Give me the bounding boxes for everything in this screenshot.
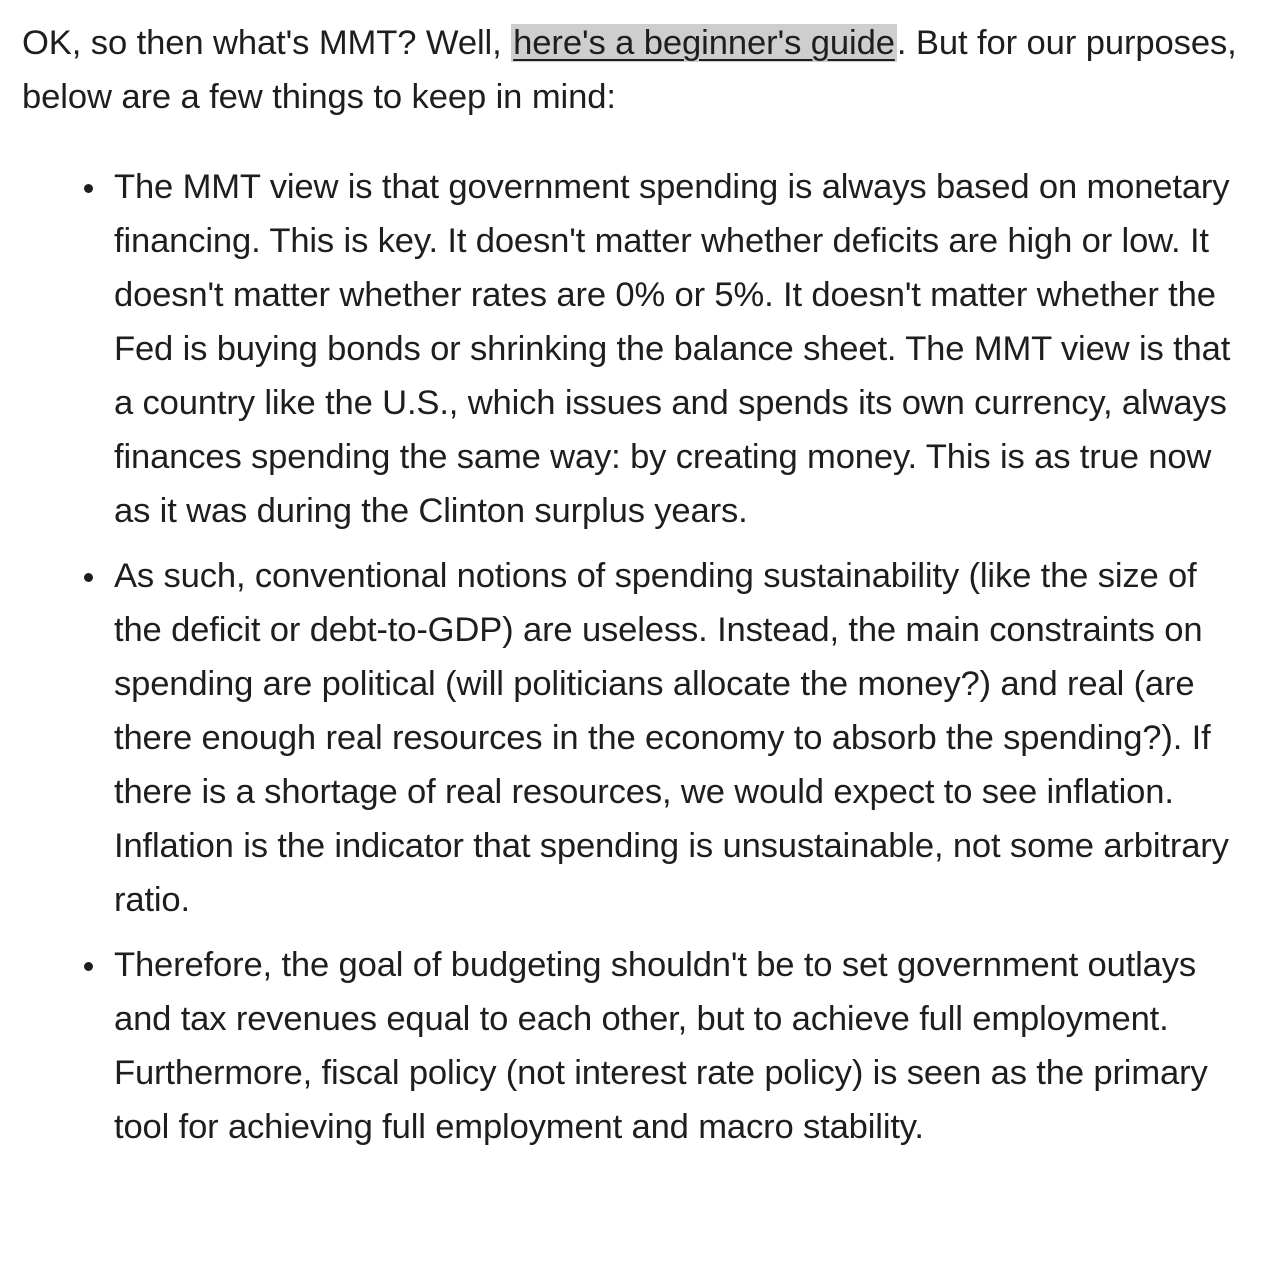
intro-text-end: . But for our purposes, below are a few things to keep in mind: <box>22 24 1237 116</box>
beginners-guide-link[interactable]: here's a beginner's guide <box>513 24 895 62</box>
bullet-text: The MMT view is that government spending is always based on monetary financing. This is key. It doesn't matter whether deficits are high or low. It doesn't matter whether rates are 0% or 5%. It doesn't matter whether the Fed is buying bonds or shrinking the balance sheet. The MMT view is that a country like the U.S., which issues and spends its own currency, always finances spending the same way: by creating money. This is as true now as it was during the Clinton surplus years. <box>114 168 1231 530</box>
bullet-icon <box>84 184 93 193</box>
list-item <box>22 549 1252 927</box>
bullet-text: Therefore, the goal of budgeting shouldn't be to set government outlays and tax revenues equal to each other, but to achieve full employment. Furthermore, fiscal policy (not interest rate policy) is seen as the primary tool for achieving full employment and macro stability. <box>114 946 1208 1146</box>
bullet-icon <box>84 573 93 582</box>
list-item <box>22 938 1252 1154</box>
bullet-list <box>22 160 1252 1154</box>
intro-paragraph <box>22 16 1252 124</box>
list-item <box>22 160 1252 538</box>
article-body <box>22 16 1252 1165</box>
bullet-text: As such, conventional notions of spending sustainability (like the size of the deficit or debt-to-GDP) are useless. Instead, the main constraints on spending are political (will politicians allocate the money?) and real (are there enough real resources in the economy to absorb the spending?). If there is a shortage of real resources, we would expect to see inflation. Inflation is the indicator that spending is unsustainable, not some arbitrary ratio. <box>114 557 1229 919</box>
intro-text-start: OK, so then what's MMT? Well, <box>22 24 512 62</box>
bullet-icon <box>84 962 93 971</box>
